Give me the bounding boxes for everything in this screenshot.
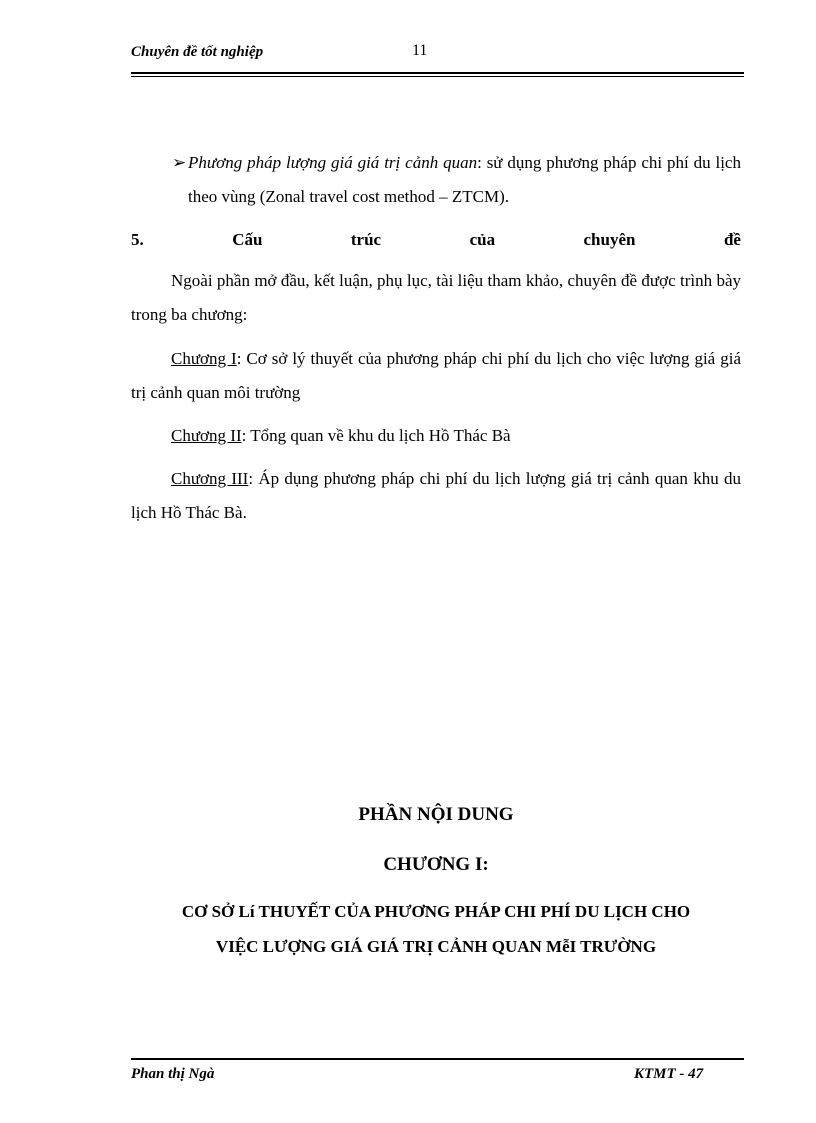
section-5-word: Cấu <box>232 230 263 249</box>
chapter-3-label: Chương III <box>171 469 249 488</box>
section-5-word: 5. <box>131 230 144 249</box>
chapter-title: CHƯƠNG I: <box>383 854 489 875</box>
chapter-2-paragraph <box>131 419 741 453</box>
part-title: PHẦN NỘI DUNG <box>358 804 514 825</box>
arrow-bullet-icon: ➢ <box>172 153 187 172</box>
chapter-heading-line-2: VIỆC LƯỢNG GIÁ GIÁ TRỊ CẢNH QUAN MễI TRƯỜNG <box>215 937 657 956</box>
chapter-3-text: : Áp dụng phương pháp chi phí du lịch lượng giá trị cảnh quan khu du lịch Hồ Thác Bà. <box>131 469 741 522</box>
bullet-paragraph <box>131 146 741 214</box>
section-5-heading <box>131 226 741 254</box>
bullet-text: : sử dụng phương pháp chi phí du lịch theo vùng (Zonal travel cost method – ZTCM). <box>188 153 741 206</box>
chapter-1-label: Chương I <box>171 349 237 368</box>
footer-rule <box>131 1058 744 1060</box>
chapter-heading-line-1: CƠ SỞ Lí THUYẾT CỦA PHƯƠNG PHÁP CHI PHÍ DU LỊCH CHO <box>181 902 691 921</box>
bullet-label: Phương pháp lượng giá giá trị cảnh quan <box>188 153 478 172</box>
chapter-2-text: : Tổng quan về khu du lịch Hồ Thác Bà <box>241 426 511 445</box>
section-5-word: đề <box>723 230 741 249</box>
intro-paragraph: Ngoài phần mở đầu, kết luận, phụ lục, tài liệu tham khảo, chuyên đề được trình bày trong ba chương: <box>131 271 741 324</box>
chapter-1-paragraph <box>131 342 741 410</box>
section-5-word: trúc <box>350 230 382 249</box>
chapter-3-paragraph <box>131 462 741 530</box>
header-rule <box>131 72 744 77</box>
footer-author: Phan thị Ngà <box>131 1066 215 1082</box>
page-number: 11 <box>412 42 428 59</box>
section-5-word: chuyên <box>583 230 636 249</box>
footer-class: KTMT - 47 <box>634 1066 704 1082</box>
section-5-word: của <box>469 230 496 249</box>
header-title: Chuyên đề tốt nghiệp <box>131 44 264 60</box>
chapter-2-label: Chương II <box>171 426 242 445</box>
chapter-1-text: : Cơ sở lý thuyết của phương pháp chi phí du lịch cho việc lượng giá giá trị cảnh quan môi trường <box>131 349 741 402</box>
